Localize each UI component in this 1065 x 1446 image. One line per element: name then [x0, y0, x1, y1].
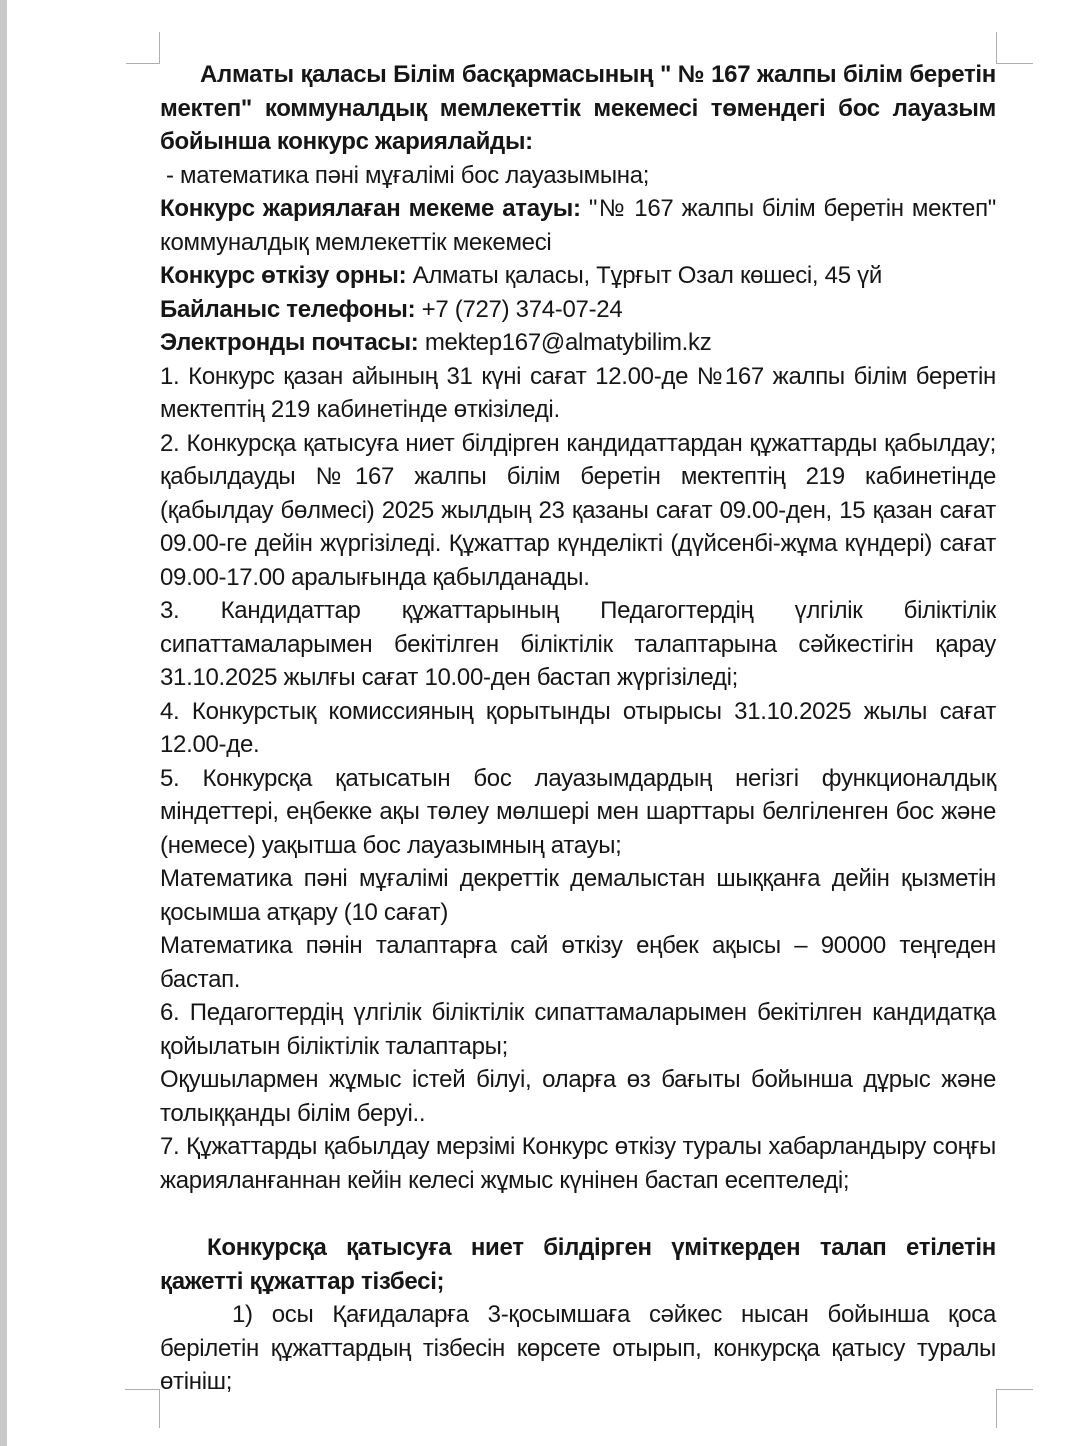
crop-mark-top-left	[126, 32, 160, 64]
paragraph-item-1	[160, 360, 996, 427]
pupils-text: Оқушылармен жұмыс істей білуі, оларға өз бағыты бойынша дұрыс және толыққанды білім беруі..	[160, 1066, 996, 1127]
paragraph-email	[160, 326, 996, 360]
vacancy-text: - математика пәні мұғалімі бос лауазымына;	[166, 161, 650, 189]
phone-label: Байланыс телефоны:	[160, 295, 416, 323]
org-name-label: Конкурс жариялаған мекеме атауы:	[160, 195, 581, 222]
docs-heading-text: Конкурсқа қатысуға ниет білдірген үміткерден талап етілетін қажетті құжаттар тізбесі;	[160, 1234, 996, 1295]
paragraph-item-7	[160, 1130, 996, 1197]
paragraph-intro	[160, 58, 996, 159]
item-5-text: 5. Конкурсқа қатысатын бос лауазымдардың негізгі функционалдық міндеттері, еңбекке ақы төлеу мөлшері мен шарттары белгіленген бос және (немесе) уақытша бос лауазымның атауы;	[160, 764, 996, 859]
paragraph-location	[160, 259, 996, 293]
org-name-value: "№ 167 жалпы білім беретін мектеп" коммуналдық мемлекеттік мекемесі	[160, 195, 996, 256]
item-3-text: 3. Кандидаттар құжаттарының Педагогтердің үлгілік біліктілік сипаттамаларымен бекітілген біліктілік талаптарына сәйкестігін қарау 31.10.2025 жылғы сағат 10.00-ден бастап жүргізіледі;	[160, 597, 996, 691]
item-2-text: 2. Конкурсқа қатысуға ниет білдірген кандидаттардан құжаттарды қабылдау; қабылдауды №167 жалпы білім беретін мектептің 219 кабинетінде (қабылдау бөлмесі) 2025 жылдың 23 қазаны сағат 09.00-ден, 15 қазан сағат 09.00-ге дейін жүргізіледі. Құжаттар күнделікті (дүйсенбі-жұма күндері) сағат 09.00-17.00 аралығында қабылданады.	[160, 429, 996, 591]
item-6-text: 6. Педагогтердің үлгілік біліктілік сипаттамаларымен бекітілген кандидатқа қойылатын біліктілік талаптары;	[160, 999, 996, 1060]
paragraph-pupils	[160, 1063, 996, 1130]
item-7-text: 7. Құжаттарды қабылдау мерзімі Конкурс өткізу туралы хабарландыру соңғы жарияланғаннан кейін келесі жұмыс күнінен бастап есептеледі;	[160, 1133, 996, 1194]
crop-mark-bottom-right	[996, 1389, 1033, 1428]
document-body	[160, 58, 996, 1399]
paragraph-item-4	[160, 695, 996, 762]
paragraph-phone	[160, 293, 996, 327]
paragraph-item-5	[160, 762, 996, 863]
paragraph-math-duty	[160, 862, 996, 929]
paragraph-docs-heading	[160, 1231, 996, 1298]
crop-mark-top-right	[996, 32, 1033, 64]
intro-text: Алматы қаласы Білім басқармасының " № 167 жалпы білім беретін мектеп" коммуналдық мемлекеттік мекемесі төмендегі бос лауазым бойынша конкурс жариялайды:	[160, 61, 996, 155]
crop-mark-bottom-left	[125, 1389, 160, 1428]
email-label: Электронды почтасы:	[160, 329, 419, 356]
phone-value: +7 (727) 374-07-24	[415, 295, 623, 323]
math-duty-text: Математика пәні мұғалімі декреттік демалыстан шыққанға дейін қызметін қосымша атқару (10 сағат)	[160, 865, 996, 926]
paragraph-math-salary	[160, 929, 996, 996]
location-label: Конкурс өткізу орны:	[160, 262, 407, 289]
email-value: mektep167@almatybilim.kz	[418, 329, 712, 356]
paragraph-item-6	[160, 996, 996, 1063]
paragraph-docs-item-1	[160, 1298, 996, 1399]
location-value: Алматы қаласы, Тұрғыт Озал көшесі, 45 үй	[406, 262, 882, 289]
paragraph-org-name	[160, 192, 996, 259]
item-1-text: 1. Конкурс қазан айының 31 күні сағат 12.00-де №167 жалпы білім беретін мектептің 219 кабинетінде өткізіледі.	[160, 362, 996, 423]
item-4-text: 4. Конкурстық комиссияның қорытынды отырысы 31.10.2025 жылы сағат 12.00-де.	[160, 697, 996, 758]
page-edge-strip	[0, 0, 7, 1446]
paragraph-item-2	[160, 427, 996, 595]
docs-item-1-text: 1) осы Қағидаларға 3-қосымшаға сәйкес нысан бойынша қоса берілетін құжаттардың тізбесін көрсете отырып, конкурсқа қатысу туралы өтініш;	[160, 1301, 996, 1395]
paragraph-item-3	[160, 594, 996, 695]
math-salary-text: Математика пәнін талаптарға сай өткізу еңбек ақысы – 90000 теңгеден бастап.	[160, 932, 996, 993]
paragraph-vacancy	[160, 159, 996, 193]
